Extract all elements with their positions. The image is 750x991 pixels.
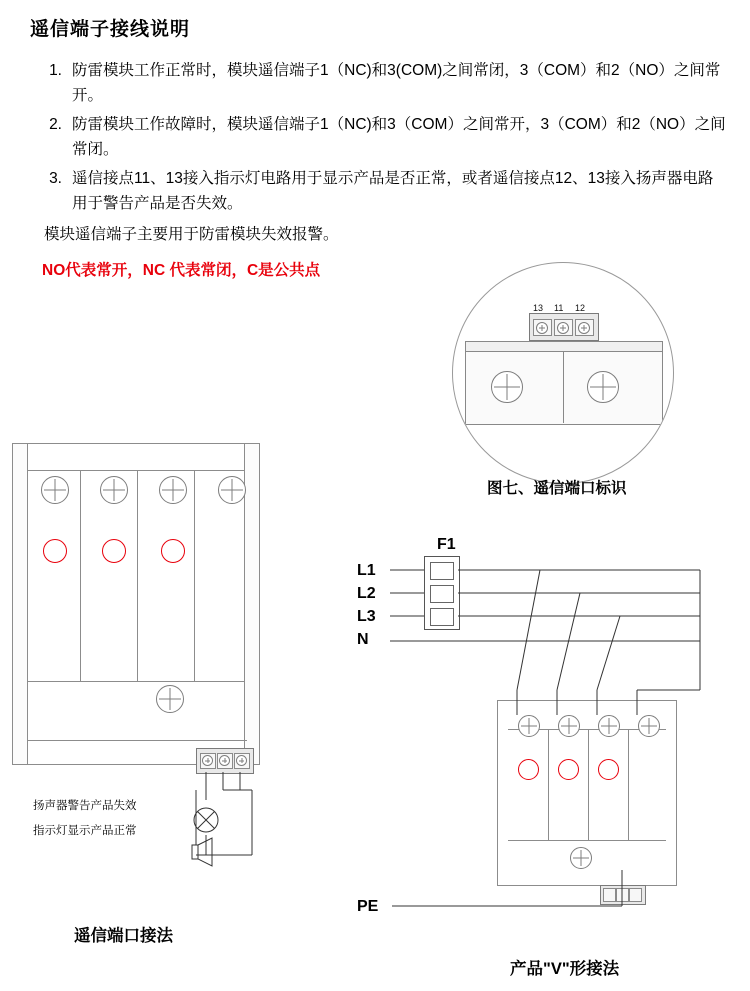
page-title: 遥信端子接线说明 [30,19,191,40]
list-item [36,58,726,108]
module-divider [628,730,629,840]
device-module-area [508,729,666,841]
ground-label-pe: PE [357,898,379,915]
device-right-rail [244,444,259,764]
screw-icon [587,371,619,403]
device-bottom-strip [27,740,247,741]
right-device-illustration [497,700,677,886]
terminal-label-13: 13 [533,303,544,313]
module-divider [194,471,195,681]
screw-icon [100,476,128,504]
figure7-illustration [452,262,674,484]
screw-icon [558,715,580,737]
line-label-n: N [357,631,369,648]
terminal-cell [616,888,629,902]
screw-icon [202,755,213,766]
status-indicator [102,539,126,563]
screw-icon [638,715,660,737]
list-item [36,166,726,216]
right-figure-caption: 产品"V"形接法 [510,960,620,978]
screw-icon [491,371,523,403]
list-item-number: 2. [49,116,62,133]
terminal-cell [603,888,616,902]
list-item-number: 3. [49,170,62,187]
screw-icon [218,476,246,504]
screw-icon [159,476,187,504]
instruction-list [36,58,726,220]
screw-icon [236,755,247,766]
list-item-text: 防雷模块工作正常时，模块遥信端子1（NC)和3(COM)之间常闭，3（COM）和2（NO）之间常开。 [72,62,721,104]
screw-icon [156,685,184,713]
screw-icon [219,755,230,766]
fuse-label: F1 [437,536,456,553]
figure7-caption: 图七、遥信端口标识 [487,480,627,497]
terminal-cell [629,888,642,902]
terminal-label-11: 11 [554,303,564,313]
module-divider [548,730,549,840]
screw-icon [518,715,540,737]
status-indicator [558,759,579,780]
status-indicator [43,539,67,563]
circle-outline [452,262,674,484]
screw-icon [570,847,592,869]
left-device-illustration [12,443,260,765]
screw-icon [41,476,69,504]
device-left-rail [13,444,28,764]
screw-icon [598,715,620,737]
status-indicator [161,539,185,563]
status-indicator [598,759,619,780]
screw-icon [557,322,569,334]
terminal-label-12: 12 [575,303,586,313]
list-item-text: 防雷模块工作故障时，模块遥信端子1（NC)和3（COM）之间常开，3（COM）和2（NO）之间常闭。 [72,116,726,158]
left-figure-caption: 遥信端口接法 [74,927,173,945]
line-label-l2: L2 [357,585,376,602]
left-figure-note-2: 指示灯显示产品正常 [33,825,137,837]
fuse-cell [430,585,454,603]
module-divider [588,730,589,840]
module-divider [137,471,138,681]
list-item [36,112,726,162]
legend-note: NO代表常开，NC 代表常闭，C是公共点 [42,262,321,279]
screw-icon [578,322,590,334]
fuse-cell [430,562,454,580]
list-item-number: 1. [49,62,62,79]
screw-icon [536,322,548,334]
module-divider [80,471,81,681]
left-figure-note-1: 扬声器警告产品失效 [33,800,137,812]
summary-paragraph: 模块遥信端子主要用于防雷模块失效报警。 [44,226,339,243]
line-label-l1: L1 [357,562,376,579]
line-label-l3: L3 [357,608,376,625]
list-item-text: 遥信接点11、13接入指示灯电路用于显示产品是否正常，或者遥信接点12、13接入扬声器电路用于警告产品是否失效。 [72,170,714,212]
status-indicator [518,759,539,780]
fuse-cell [430,608,454,626]
module-divider [563,351,564,423]
